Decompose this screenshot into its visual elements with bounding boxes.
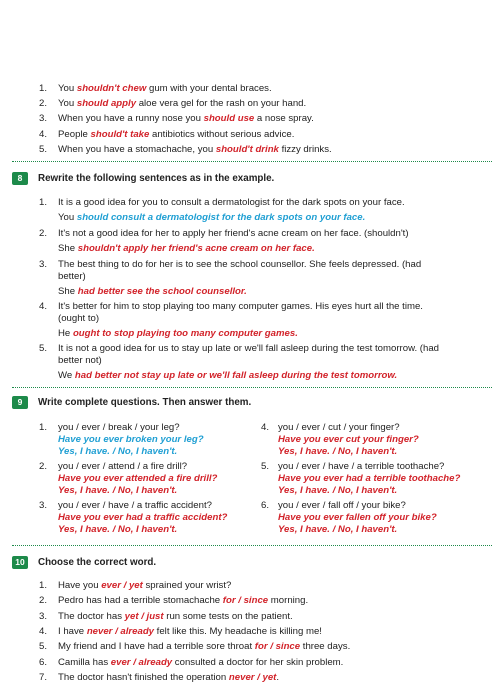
- answer-subject: You: [58, 212, 77, 223]
- sentence: [58, 595, 308, 607]
- answer-subject: She: [58, 243, 78, 254]
- item-number: 2.: [39, 98, 48, 110]
- sentence: [58, 580, 231, 592]
- exercise-9-badge: 9: [12, 396, 28, 409]
- sentence-end: a nose spray.: [254, 113, 314, 125]
- item-number: 7.: [39, 671, 48, 683]
- sentence-end: sprained your wrist?: [142, 580, 232, 591]
- sentence: [58, 98, 306, 110]
- short-answer: Yes, I have. / No, I haven't.: [58, 524, 178, 535]
- sentence: [58, 83, 272, 95]
- question-line: It is not a good idea for us to stay up late or we'll fall asleep during the test tomorrow. (had: [58, 343, 439, 354]
- sentence: [58, 641, 350, 653]
- item-number: 3.: [39, 500, 48, 511]
- sentence-start: You: [58, 98, 77, 110]
- sentence-end: gum with your dental braces.: [146, 83, 272, 94]
- item-number: 3.: [39, 610, 48, 622]
- exercise-8-badge: 8: [12, 172, 28, 185]
- item-number: 4.: [39, 301, 48, 312]
- question-line: The best thing to do for her is to see the school counsellor. She feels depressed. (had: [58, 259, 422, 270]
- section-divider: [12, 387, 492, 388]
- word-choice: ever / yet: [101, 580, 143, 591]
- sentence: [58, 129, 294, 141]
- question-line-continued: (ought to): [58, 313, 100, 324]
- sentence: [58, 657, 343, 669]
- sentence-end: morning.: [268, 595, 309, 607]
- sentence-start: My friend and I have had a terrible sore throat: [58, 641, 255, 653]
- item-number: 1.: [39, 580, 48, 591]
- answer-line: [58, 286, 247, 298]
- item-number: 5.: [261, 461, 270, 472]
- sentence-end: aloe vera gel for the rash on your hand.: [136, 98, 307, 110]
- question-line-continued: better): [58, 271, 86, 282]
- item-number: 3.: [39, 113, 48, 125]
- question-answer: Have you ever fallen off your bike?: [278, 512, 437, 523]
- answer: should't drink: [215, 143, 279, 155]
- sentence: [58, 144, 332, 156]
- question-line: It's better for him to stop playing too many computer games. His eyes hurt all the time.: [58, 301, 423, 312]
- sentence: [58, 672, 279, 684]
- item-number: 4.: [39, 128, 48, 140]
- item-number: 3.: [39, 259, 48, 270]
- question-line: It's not a good idea for her to apply her friend's acne cream on her face. (shouldn't): [58, 228, 409, 239]
- section-divider: [12, 161, 492, 162]
- sentence-end: fizzy drinks.: [278, 143, 332, 155]
- sentence-start: Have you: [58, 580, 102, 591]
- item-number: 5.: [39, 143, 48, 155]
- item-number: 2.: [39, 461, 48, 472]
- exercise-9-title: Write complete questions. Then answer them.: [38, 397, 252, 408]
- answer-line: [58, 328, 298, 340]
- short-answer: Yes, I have. / No, I haven't.: [278, 485, 398, 496]
- sentence-start: The doctor has: [58, 610, 125, 622]
- item-number: 2.: [39, 228, 48, 239]
- word-choice: never / yet: [228, 671, 277, 683]
- item-number: 5.: [39, 343, 48, 354]
- sentence-end: felt like this. My headache is killing me!: [154, 625, 322, 637]
- question-line-continued: better not): [58, 355, 102, 366]
- answer: should consult a dermatologist for the dark spots on your face.: [76, 212, 366, 223]
- word-choice: yet / just: [124, 610, 164, 622]
- sentence-start: Camilla has: [58, 656, 111, 668]
- answer-subject: She: [58, 286, 78, 297]
- item-number: 6.: [39, 656, 48, 668]
- section-divider: [12, 545, 492, 546]
- sentence-start: I have: [58, 625, 87, 637]
- answer-subject: He: [58, 328, 73, 339]
- exercise-10-badge: 10: [12, 556, 28, 569]
- sentence-end: three days.: [300, 641, 351, 653]
- sentence: [58, 113, 314, 125]
- sentence: [58, 626, 322, 638]
- exercise-10-title: Choose the correct word.: [38, 557, 157, 568]
- prompt: you / ever / have / a terrible toothache?: [278, 461, 445, 472]
- item-number: 2.: [39, 595, 48, 607]
- item-number: 4.: [261, 422, 270, 433]
- item-number: 1.: [39, 83, 48, 94]
- item-number: 4.: [39, 625, 48, 637]
- sentence-start: You: [58, 83, 77, 94]
- short-answer: Yes, I have. / No, I haven't.: [58, 485, 178, 496]
- answer: had better see the school counsellor.: [77, 286, 247, 297]
- sentence-end: antibiotics without serious advice.: [149, 128, 295, 140]
- answer-line: [58, 212, 365, 224]
- prompt: you / ever / have / a traffic accident?: [58, 500, 212, 511]
- prompt: you / ever / cut / your finger?: [278, 422, 400, 433]
- sentence-start: When you have a stomachache, you: [58, 143, 216, 155]
- sentence-start: People: [58, 128, 91, 140]
- word-choice: ever / already: [110, 656, 173, 668]
- question-answer: Have you ever had a traffic accident?: [58, 512, 228, 523]
- word-choice: for / since: [222, 595, 269, 607]
- answer: should apply: [76, 98, 137, 110]
- prompt: you / ever / attend / a fire drill?: [58, 461, 188, 472]
- short-answer: Yes, I have. / No, I haven't.: [278, 446, 398, 457]
- exercise-8-title: Rewrite the following sentences as in the example.: [38, 173, 275, 184]
- short-answer: Yes, I have. / No, I haven't.: [278, 524, 398, 535]
- question-answer: Have you ever broken your leg?: [58, 434, 204, 445]
- question-line: It is a good idea for you to consult a dermatologist for the dark spots on your face.: [58, 197, 405, 208]
- answer-line: [58, 243, 315, 255]
- word-choice: never / already: [86, 625, 155, 637]
- item-number: 1.: [39, 422, 48, 433]
- prompt: you / ever / break / your leg?: [58, 422, 180, 433]
- answer: should't take: [90, 128, 150, 140]
- answer: shouldn't apply her friend's acne cream on her face.: [77, 243, 315, 254]
- sentence-end: .: [276, 671, 280, 683]
- prompt: you / ever / fall off / your bike?: [278, 500, 406, 511]
- item-number: 1.: [39, 197, 48, 208]
- sentence: [58, 611, 293, 623]
- question-answer: Have you ever had a terrible toothache?: [278, 473, 461, 484]
- answer-line: [58, 370, 397, 382]
- sentence-start: Pedro has had a terrible stomachache: [58, 595, 223, 607]
- answer-subject: We: [58, 370, 75, 381]
- answer: ought to stop playing too many computer games.: [72, 328, 298, 339]
- question-answer: Have you ever cut your finger?: [278, 434, 419, 445]
- sentence-end: run some tests on the patient.: [163, 610, 293, 622]
- short-answer: Yes, I have. / No, I haven't.: [58, 446, 178, 457]
- item-number: 5.: [39, 641, 48, 653]
- sentence-start: When you have a runny nose you: [58, 113, 204, 125]
- question-answer: Have you ever attended a fire drill?: [58, 473, 218, 484]
- item-number: 6.: [261, 500, 270, 511]
- answer: should use: [203, 113, 255, 125]
- word-choice: for / since: [254, 641, 301, 653]
- answer: had better not stay up late or we'll fall asleep during the test tomorrow.: [74, 370, 398, 381]
- answer: shouldn't chew: [76, 83, 147, 94]
- sentence-start: The doctor hasn't finished the operation: [58, 671, 229, 683]
- sentence-end: consulted a doctor for her skin problem.: [172, 656, 344, 668]
